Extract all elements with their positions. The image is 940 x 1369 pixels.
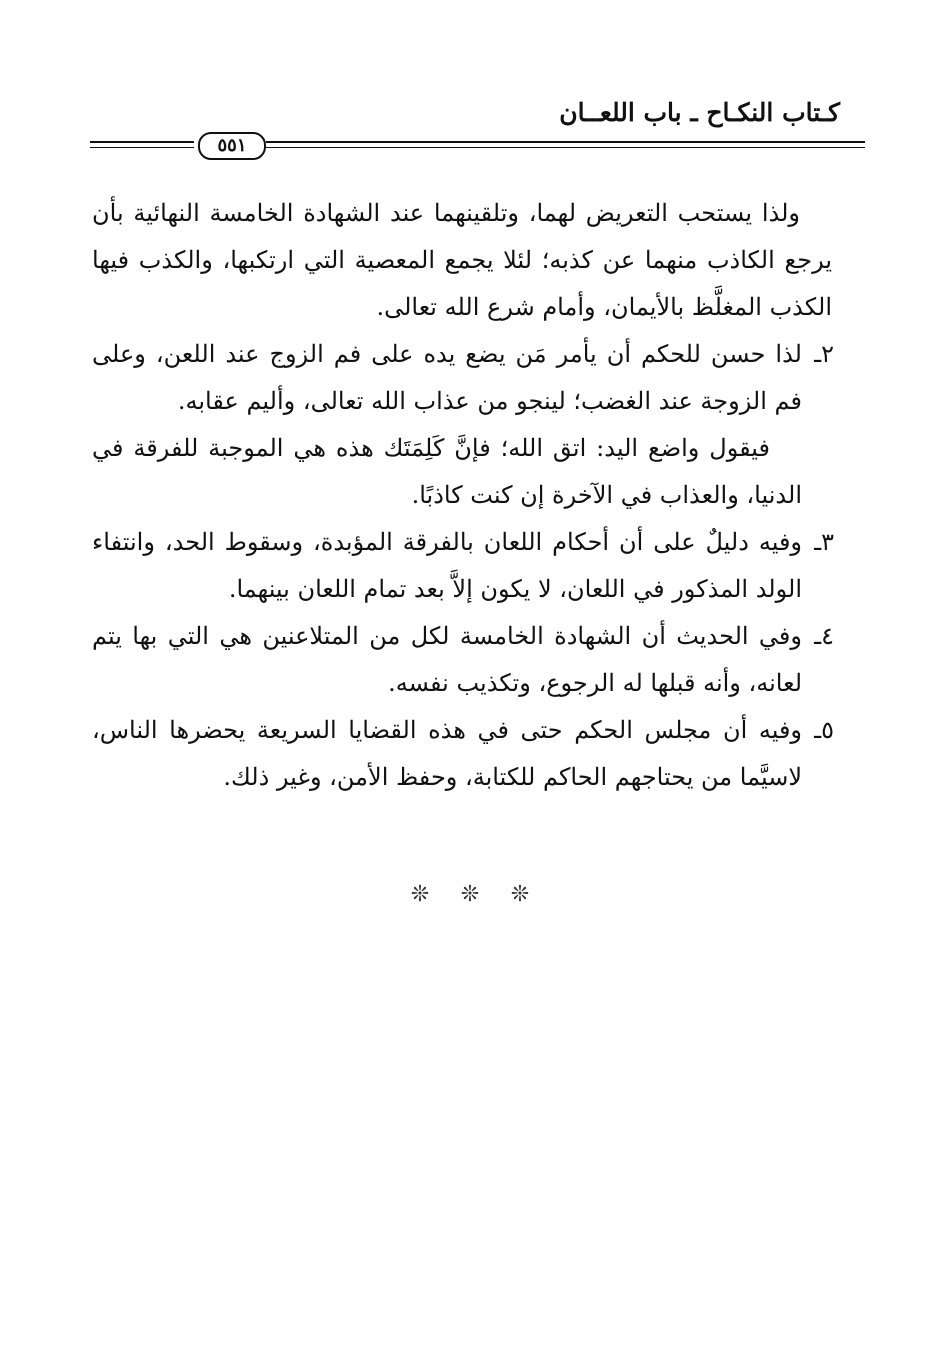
list-item	[92, 707, 832, 801]
header-rule-left	[90, 141, 194, 148]
list-item	[92, 613, 832, 707]
asterism-icon: ❊	[510, 882, 530, 907]
list-item-number: ٥ـ	[814, 716, 834, 744]
asterism-icon: ❊	[460, 882, 480, 907]
header-rule-right	[266, 141, 865, 148]
list-item-continuation: فيقول واضع اليد: اتق الله؛ فإنَّ كَلِمَتَك هذه هي الموجبة للفرقة في الدنيا، والعذاب في الآخرة إن كنت كاذبًا.	[92, 434, 802, 509]
list-item-number: ٤ـ	[814, 622, 834, 650]
list-item	[92, 519, 832, 613]
list-item-text: لذا حسن للحكم أن يأمر مَن يضع يده على فم الزوج عند اللعن، وعلى فم الزوجة عند الغضب؛ لينجو من عذاب الله تعالى، وأليم عقابه.	[92, 340, 802, 415]
list-item-text: وفيه دليلٌ على أن أحكام اللعان بالفرقة المؤبدة، وسقوط الحد، وانتفاء الولد المذكور في اللعان، لا يكون إلاَّ بعد تمام اللعان بينهما.	[92, 528, 802, 603]
list-item-text: وفي الحديث أن الشهادة الخامسة لكل من المتلاعنين هي التي بها يتم لعانه، وأنه قبلها له الرجوع، وتكذيب نفسه.	[92, 622, 802, 697]
list-item-text: وفيه أن مجلس الحكم حتى في هذه القضايا السريعة يحضرها الناس، لاسيَّما من يحتاجهم الحاكم للكتابة، وحفظ الأمن، وغير ذلك.	[92, 716, 803, 791]
page-body	[92, 190, 832, 801]
running-title: كـتاب النكـاح ـ باب اللعــان	[559, 98, 840, 127]
asterism-icon: ❊	[410, 882, 430, 907]
list-item-number: ٣ـ	[814, 528, 834, 556]
list-item	[92, 331, 832, 519]
page-number: ٥٥١	[198, 132, 266, 160]
header-rule	[90, 132, 865, 158]
list-item-number: ٢ـ	[814, 340, 834, 368]
intro-paragraph: ولذا يستحب التعريض لهما، وتلقينهما عند الشهادة الخامسة النهائية بأن يرجع الكاذب منهما عن كذبه؛ لئلا يجمع المعصية التي ارتكبها، والكذب فيها الكذب المغلَّظ بالأيمان، وأمام شرع الله تعالى.	[92, 199, 832, 321]
section-separator	[0, 882, 940, 907]
